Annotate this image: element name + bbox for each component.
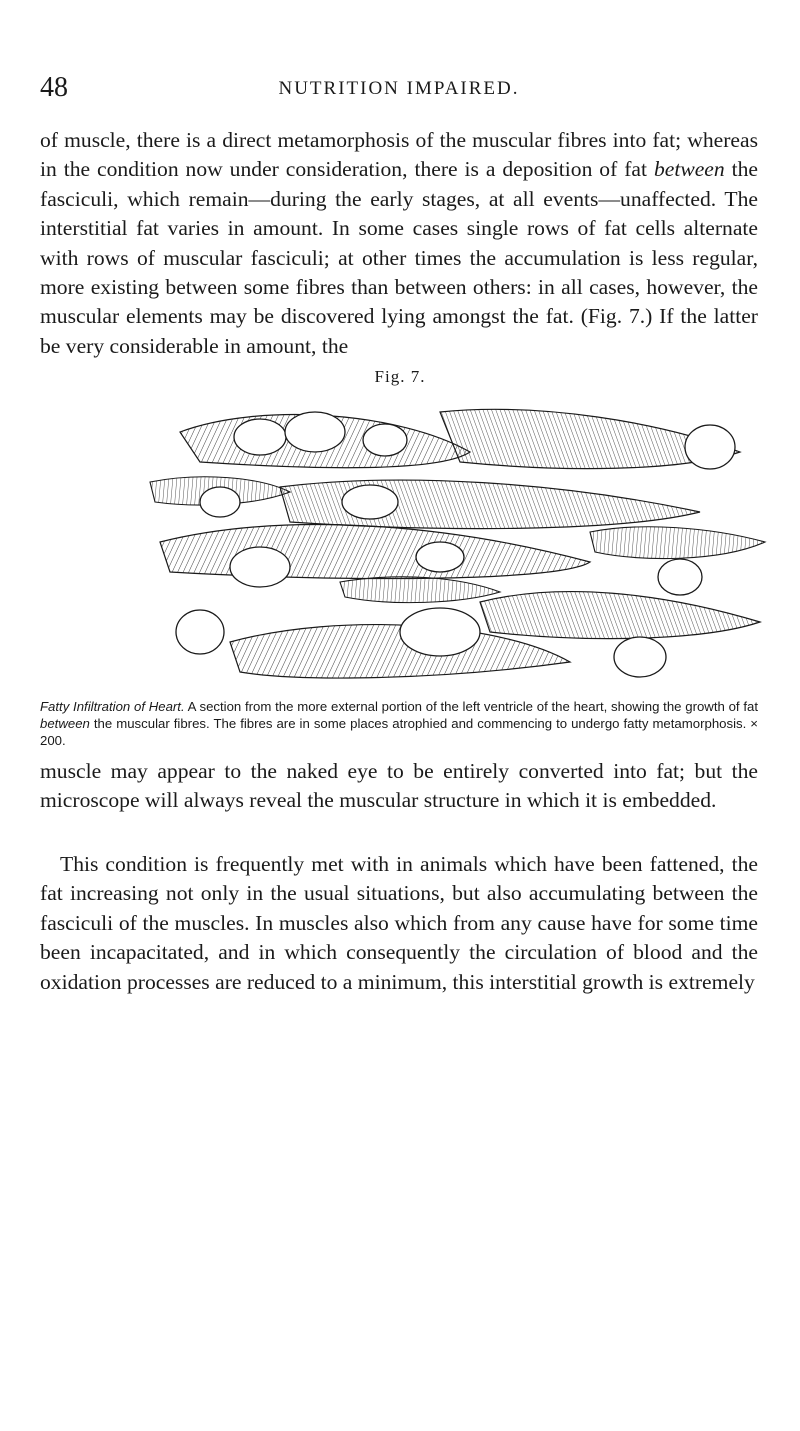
figure-caption-emphasis: between: [40, 716, 90, 731]
page-header: [40, 72, 758, 112]
figure-caption-text-a: A section from the more external portion of the left ventricle of the heart, showing the growth of fat: [184, 699, 758, 714]
paragraph-1: [40, 126, 758, 361]
page-number: 48: [40, 72, 68, 103]
figure-label: Fig. 7.: [374, 367, 426, 386]
paragraph-3: This condition is frequently met with in animals which have been fattened, the fat increasing not only in the usual situations, but also accumulating between the fasciculi of the muscles. In muscles also which from any cause have for some time been incapacitated, and in which consequently the circulation of blood and the oxidation processes are reduced to a minimum, this interstitial growth is extremely: [40, 852, 758, 994]
figure-caption-text-b: the muscular fibres. The fibres are in some places atrophied and commencing to undergo fatty metamorphosis. × 200.: [40, 716, 758, 748]
figure-caption-title: Fatty Infiltration of Heart.: [40, 699, 185, 714]
figure-caption: [40, 698, 758, 749]
fatty-infiltration-illustration: [140, 392, 772, 684]
running-head: NUTRITION IMPAIRED.: [278, 78, 520, 99]
paragraph-1-text-b: the fasciculi, which remain—during the early stages, at all events—unaffected. The interstitial fat varies in amount. In some cases single rows of fat cells alternate with rows of muscular fasciculi; at other times the accumulation is less regular, more existing between some fibres than between others: in all cases, however, the muscular elements may be discovered lying amongst the fat. (Fig. 7.) If the latter be very considerable in amount, the: [40, 157, 759, 358]
paragraph-2: muscle may appear to the naked eye to be entirely converted into fat; but the microscope will always reveal the muscular structure in which it is embedded.: [40, 759, 758, 813]
paragraph-1-text-a: of muscle, there is a direct metamorphosis of the muscular fibres into fat; whereas in the condition now under consideration, there is a deposition of fat: [40, 128, 758, 182]
paragraph-1-emphasis: between: [653, 157, 725, 182]
